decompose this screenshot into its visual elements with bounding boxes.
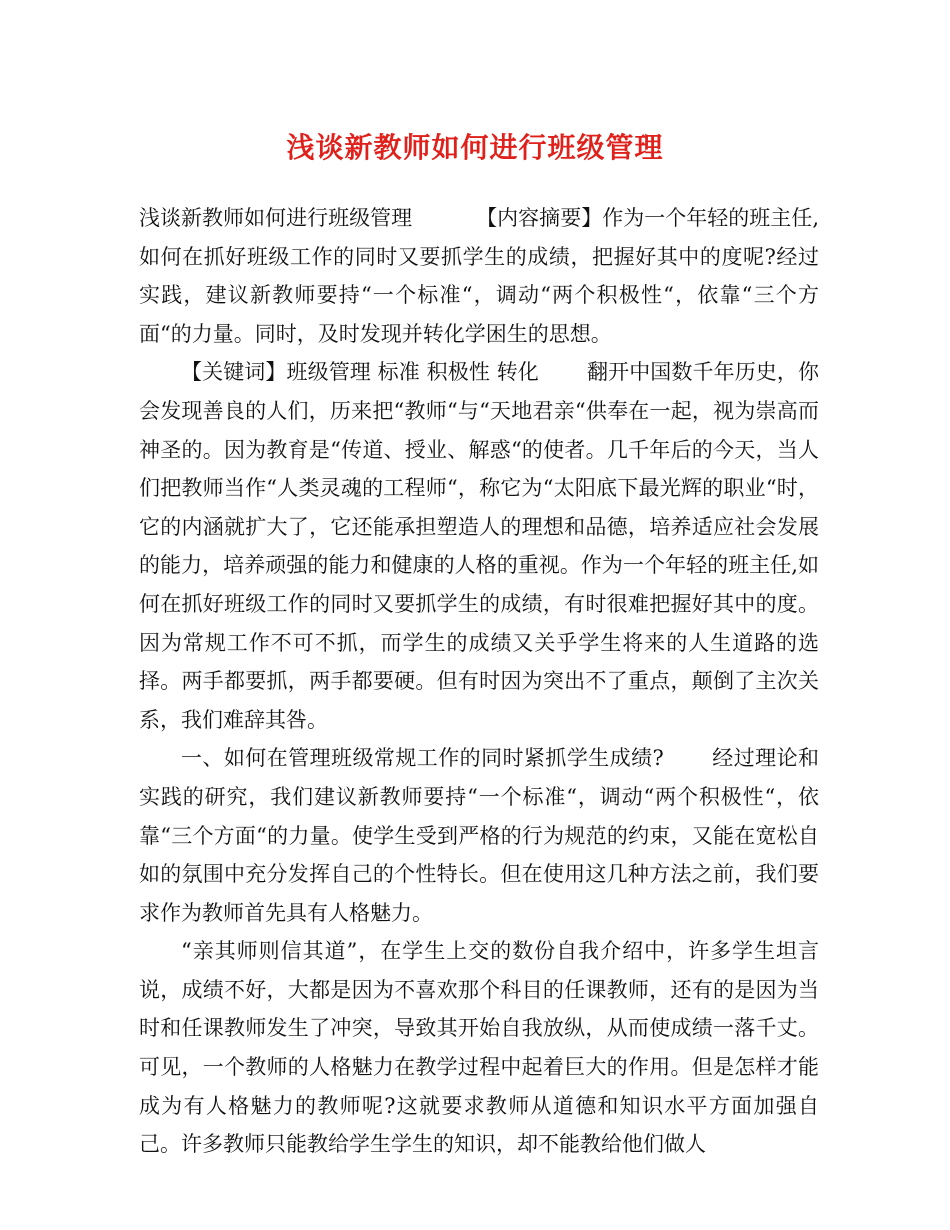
section1-paragraph [139,739,819,932]
keywords-paragraph [139,353,819,739]
intro-paragraph [139,199,819,353]
document-body [139,199,819,1164]
section1-heading: 一、如何在管理班级常规工作的同时紧抓学生成绩? [181,746,664,771]
section1-text: 经过理论和实践的研究，我们建议新教师要持“一个标准“，调动“两个积极性“，依靠“三个方面“的力量。使学生受到严格的行为规范的约束，又能在宽松自如的氛围中充分发挥自己的个性特长。但在使用这几种方法之前，我们要求作为教师首先具有人格魅力。 [139,746,820,925]
personality-paragraph: “亲其师则信其道”，在学生上交的数份自我介绍中，许多学生坦言说，成绩不好，大都是因为不喜欢那个科目的任课教师，还有的是因为当时和任课教师发生了冲突，导致其开始自我放纵，从而使成绩一落千丈。可见，一个教师的人格魅力在教学过程中起着巨大的作用。但是怎样才能成为有人格魅力的教师呢?这就要求教师从道德和知识水平方面加强自己。许多教师只能教给学生学生的知识，却不能教给他们做人 [139,939,819,1157]
intro-doc-name: 浅谈新教师如何进行班级管理 [139,206,413,230]
abstract-text: 【内容摘要】作为一个年轻的班主任,如何在抓好班级工作的同时又要抓学生的成绩，把握好其中的度呢?经过实践，建议新教师要持“一个标准“，调动“两个积极性“，依靠“三个方面“的力量。同时，及时发现并转化学困生的思想。 [139,206,819,346]
document-title: 浅谈新教师如何进行班级管理 [286,131,664,164]
history-text: 翻开中国数千年历史，你会发现善良的人们，历来把“教师“与“天地君亲“供奉在一起，视为崇高而神圣的。因为教育是“传道、授业、解惑“的使者。几千年后的今天，当人们把教师当作“人类灵魂的工程师“，称它为“太阳底下最光辉的职业“时，它的内涵就扩大了，它还能承担塑造人的理想和品德，培养适应社会发展的能力，培养顽强的能力和健康的人格的重视。作为一个年轻的班主任,如何在抓好班级工作的同时又要抓学生的成绩，有时很难把握好其中的度。因为常规工作不可不抓，而学生的成绩又关乎学生将来的人生道路的选择。两手都要抓，两手都要硬。但有时因为突出不了重点，颠倒了主次关系，我们难辞其咎。 [139,360,819,732]
keywords-text: 【关键词】班级管理 标准 积极性 转化 [181,360,539,385]
